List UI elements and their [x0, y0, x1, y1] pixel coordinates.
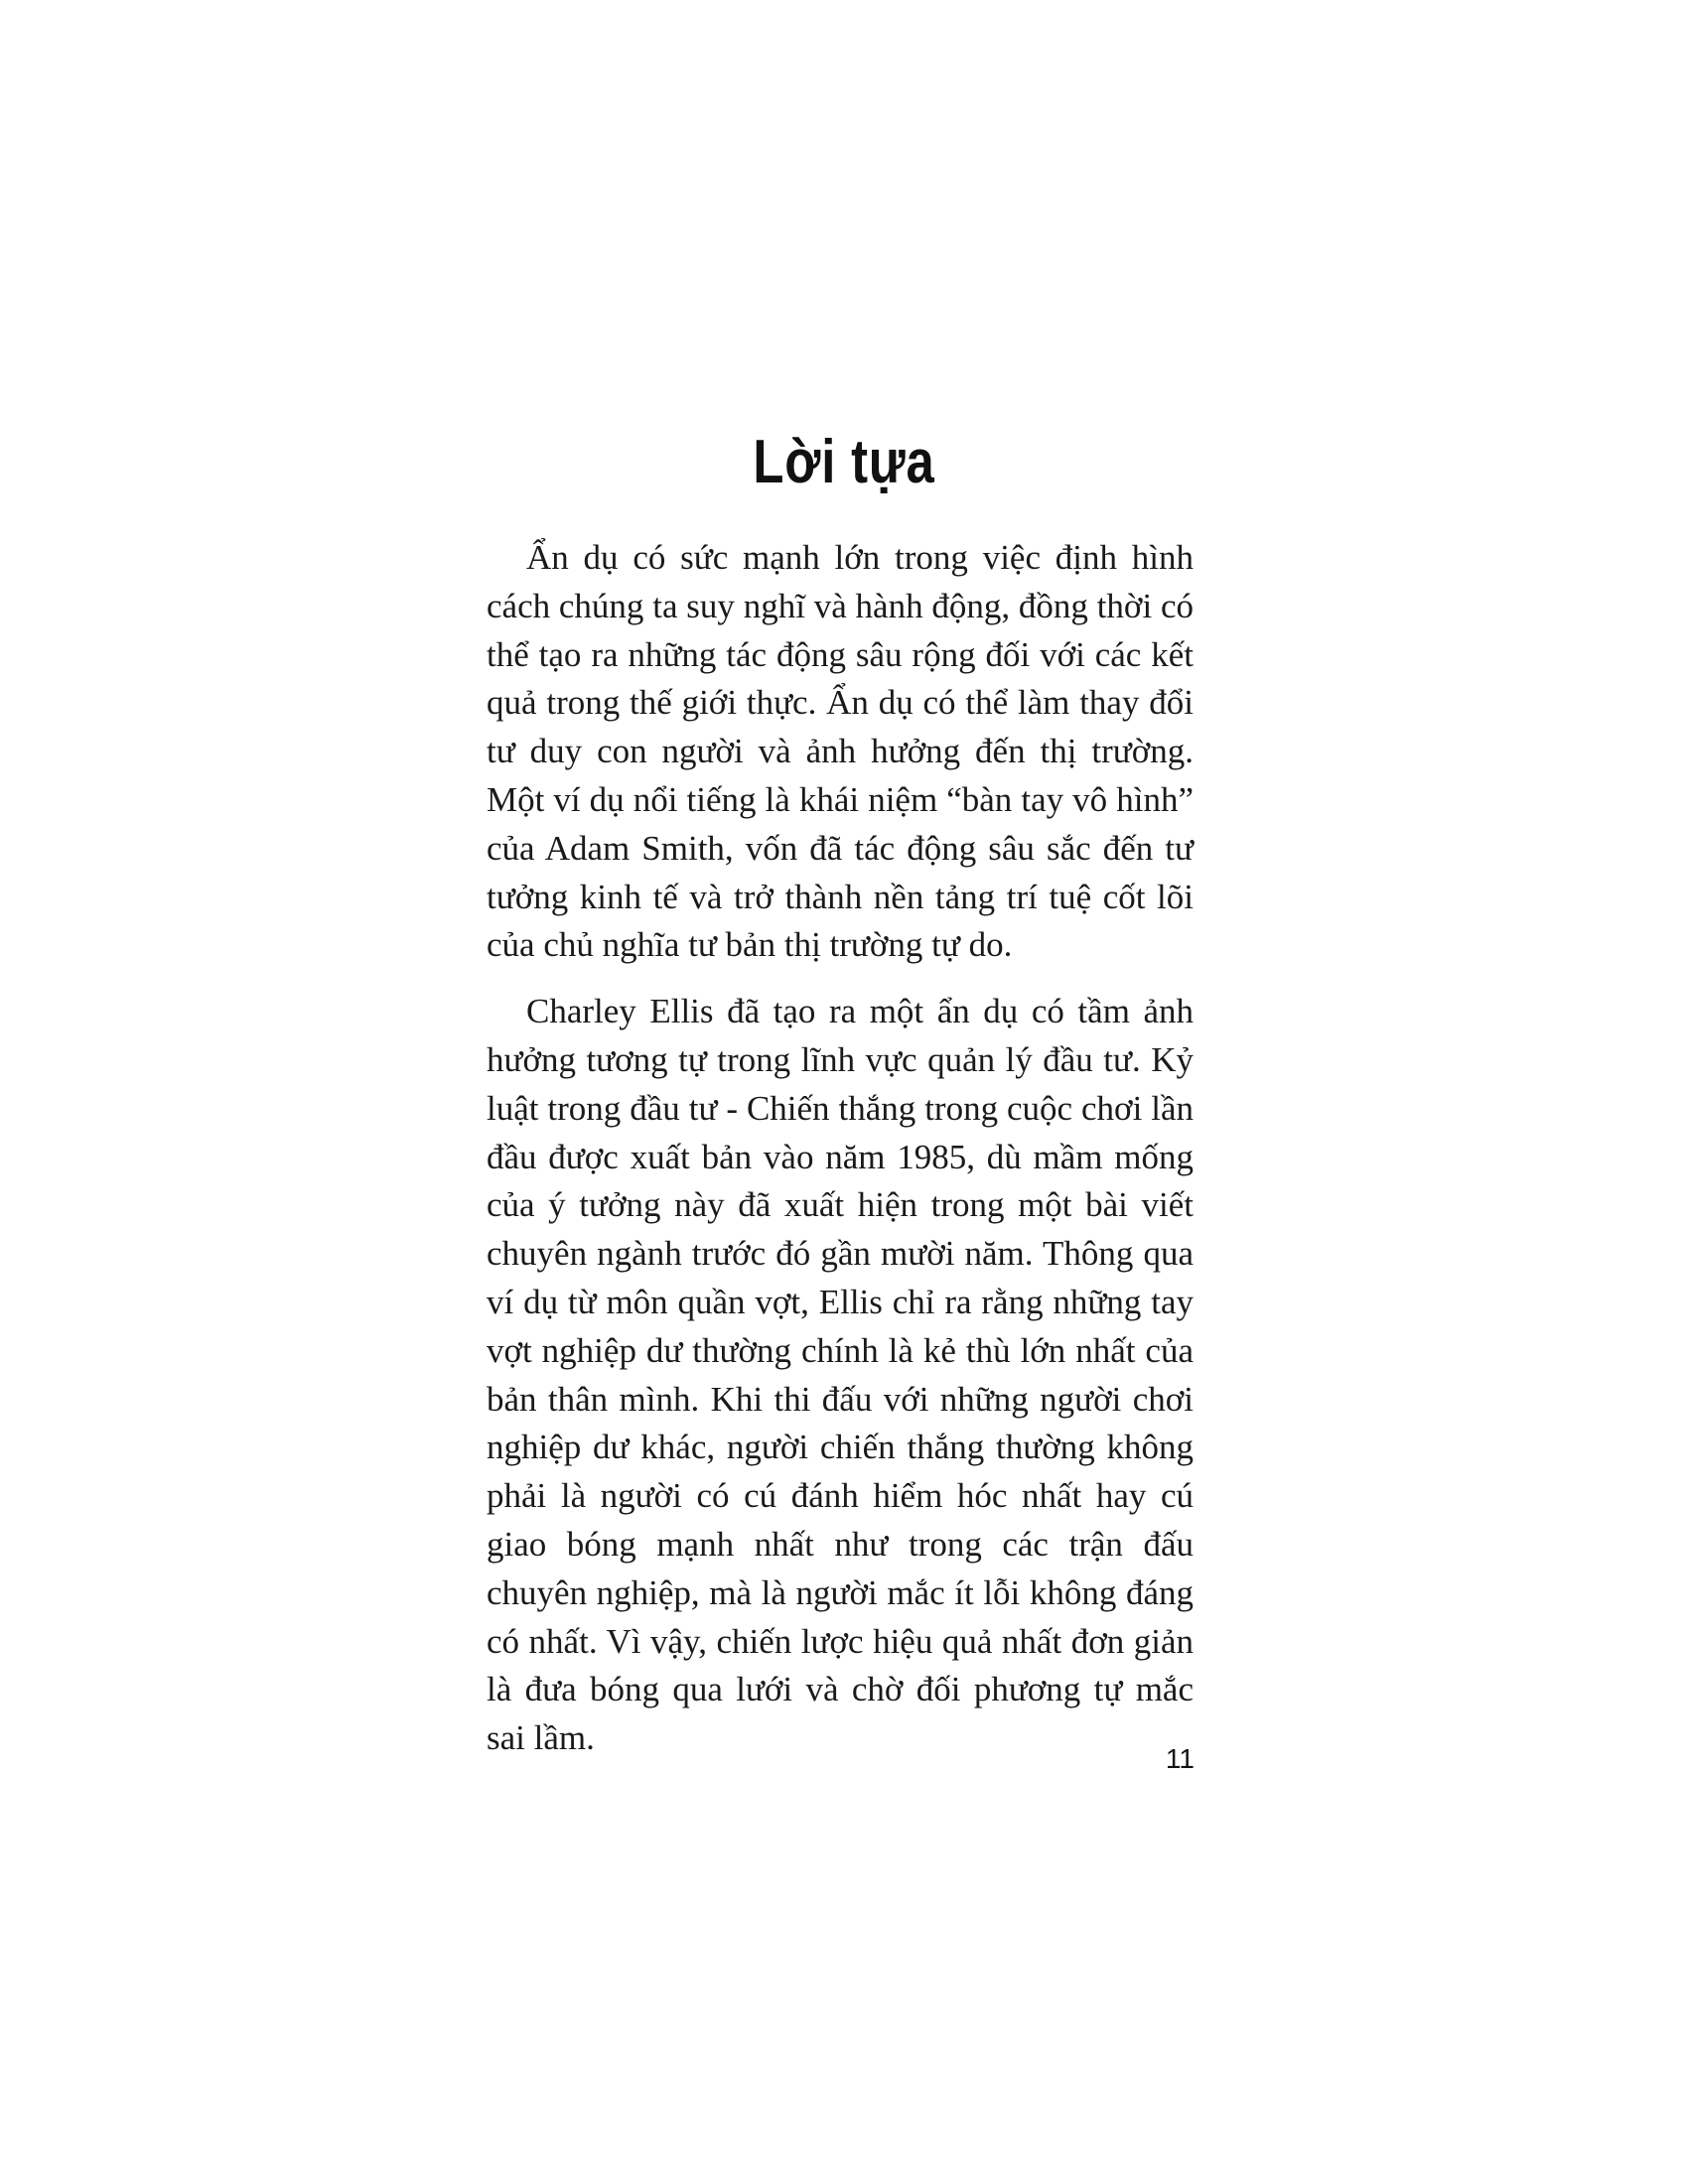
page-number: 11 [1165, 1743, 1195, 1774]
page-title: Lời tựa [753, 428, 935, 496]
paragraph-1: Ẩn dụ có sức mạnh lớn trong việc định hình cách chúng ta suy nghĩ và hành động, đồng thời có thể tạo ra những tác động sâu rộng đối với các kết quả trong thế giới thực. Ẩn dụ có thể làm thay đổi tư duy con người và ảnh hưởng đến thị trường. Một ví dụ nổi tiếng là khái niệm “bàn tay vô hình” của Adam Smith, vốn đã tác động sâu sắc đến tư tưởng kinh tế và trở thành nền tảng trí tuệ cốt lõi của chủ nghĩa tư bản thị trường tự do. [487, 538, 1194, 965]
paragraph-2: Charley Ellis đã tạo ra một ẩn dụ có tầm ảnh hưởng tương tự trong lĩnh vực quản lý đầu tư. Kỷ luật trong đầu tư - Chiến thắng trong cuộc chơi lần đầu được xuất bản vào năm 1985, dù mầm mống của ý tưởng này đã xuất hiện trong một bài viết chuyên ngành trước đó gần mười năm. Thông qua ví dụ từ môn quần vợt, Ellis chỉ ra rằng những tay vợt nghiệp dư thường chính là kẻ thù lớn nhất của bản thân mình. Khi thi đấu với những người chơi nghiệp dư khác, người chiến thắng thường không phải là người có cú đánh hiểm hóc nhất hay cú giao bóng mạnh nhất như trong các trận đấu chuyên nghiệp, mà là người mắc ít lỗi không đáng có nhất. Vì vậy, chiến lược hiệu quả nhất đơn giản là đưa bóng qua lưới và chờ đối phương tự mắc sai lầm. [487, 992, 1194, 1758]
body-text [487, 534, 1194, 1781]
